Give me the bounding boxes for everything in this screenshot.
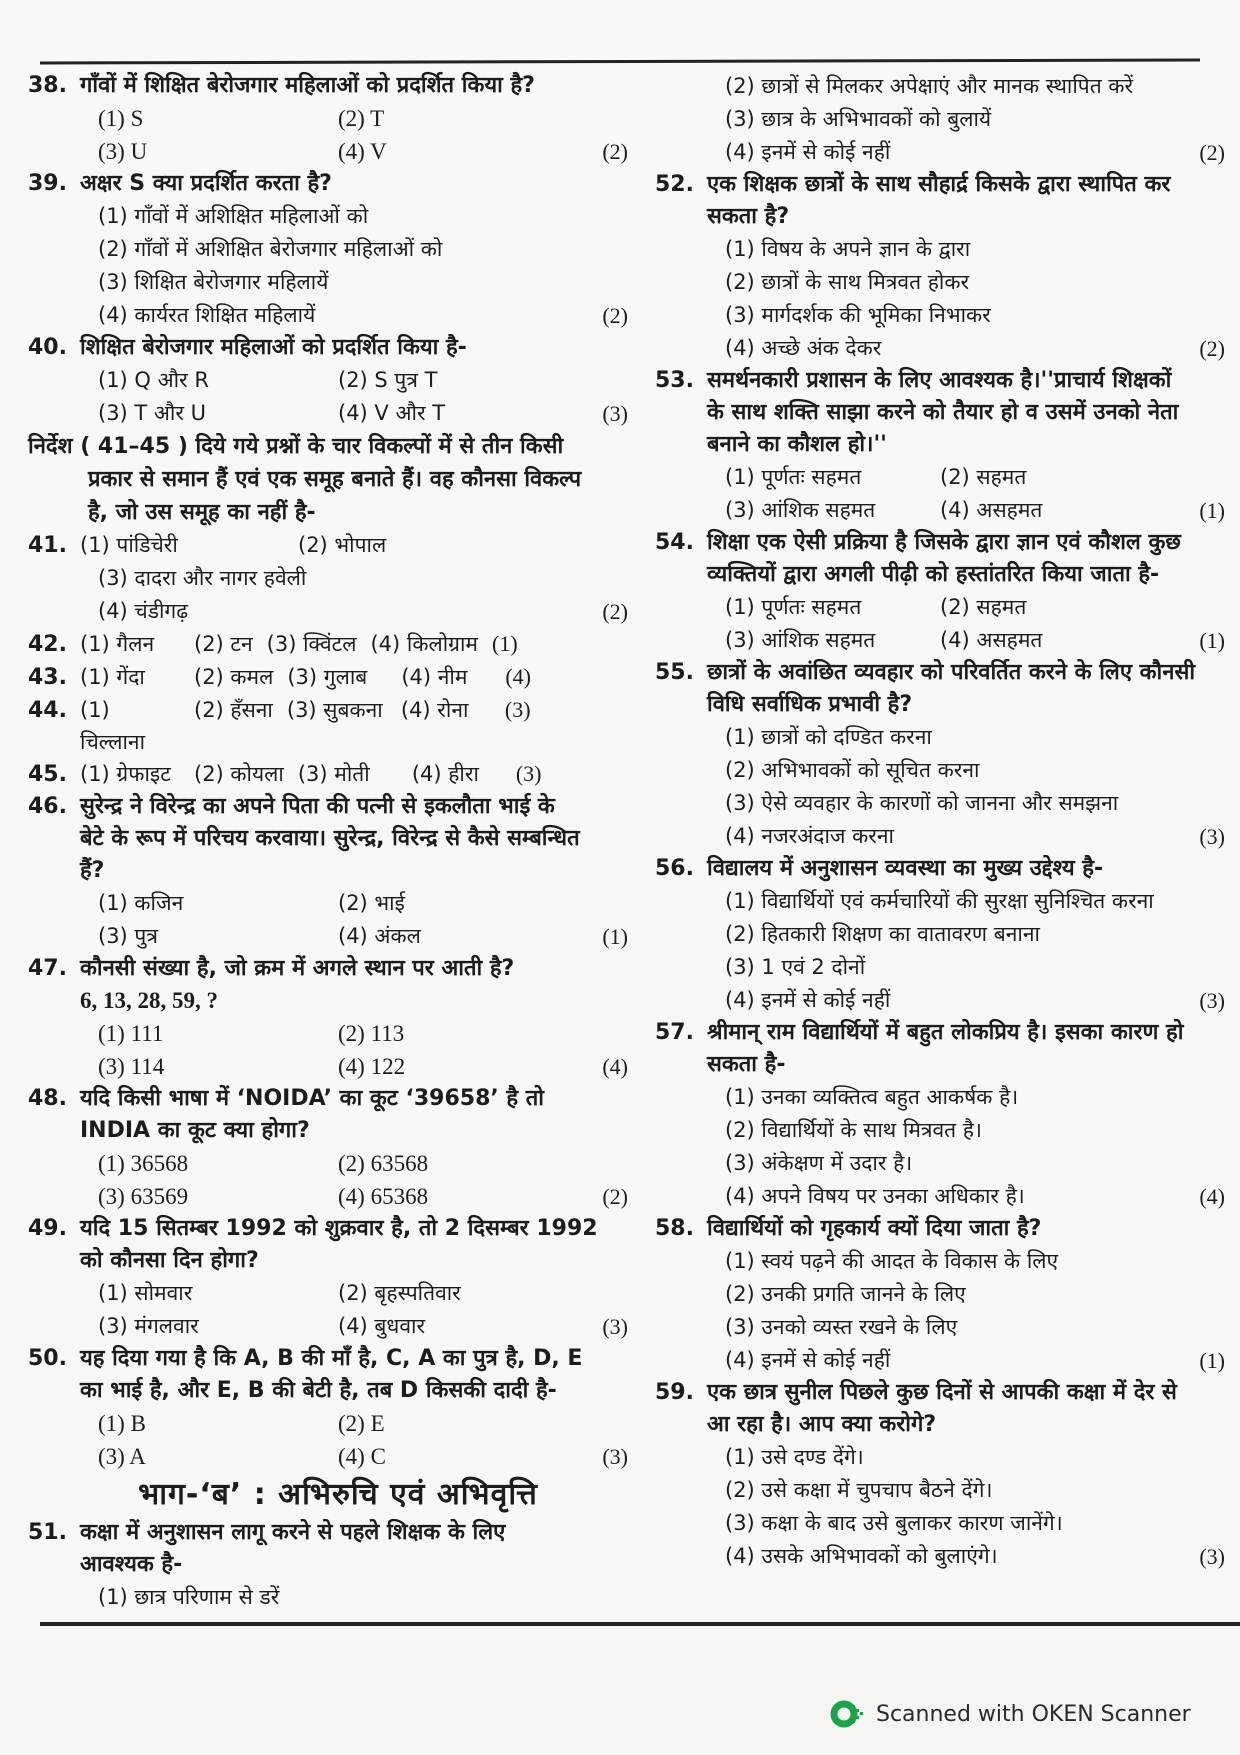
question-text: कौनसी संख्या है, जो क्रम में अगले स्थान पर आती है? — [80, 956, 515, 981]
option-2: (2) सहमत — [940, 465, 1027, 489]
answer: (3) — [515, 761, 542, 786]
option-3: (3) मंगलवार — [98, 1314, 199, 1338]
option-2: (2) विद्यार्थियों के साथ मित्रवत है। — [725, 1118, 982, 1142]
answer: (1) — [1199, 1348, 1225, 1373]
option-2: (2) T — [338, 106, 385, 131]
option-3: (3) आंशिक सहमत — [725, 498, 876, 522]
option-3: (3) गुलाब — [287, 665, 368, 689]
question-38 — [28, 70, 628, 168]
question-51-continued — [655, 70, 1225, 169]
left-column — [28, 70, 628, 1614]
question-48 — [28, 1083, 628, 1213]
number-series: 6, 13, 28, 59, ? — [80, 988, 218, 1013]
option-1: (1) Q और R — [98, 368, 209, 392]
answer: (3) — [602, 401, 628, 426]
question-41 — [28, 529, 628, 628]
option-3: (3) आंशिक सहमत — [725, 628, 876, 652]
option-4: (4) अपने विषय पर उनका अधिकार है। — [725, 1184, 1025, 1208]
question-text: छात्रों के अवांछित व्यवहार को परिवर्तित करने के लिए कौनसी — [707, 660, 1196, 685]
question-number: 45. — [28, 762, 67, 787]
question-number: 38. — [28, 73, 67, 98]
option-2: (2) E — [338, 1411, 385, 1436]
option-2: (2) हितकारी शिक्षण का वातावरण बनाना — [725, 922, 1040, 946]
option-1: (1) स्वयं पढ़ने की आदत के विकास के लिए — [725, 1249, 1059, 1273]
oken-scanner-logo-icon — [830, 1697, 864, 1731]
directive-line: प्रकार से समान हैं एवं एक समूह बनाते हैं। वह कौनसा विकल्प — [88, 467, 582, 492]
answer: (4) — [505, 664, 532, 689]
option-4: (4) V और T — [338, 401, 446, 425]
option-2: (2) भोपाल — [298, 533, 387, 557]
question-45 — [28, 758, 628, 791]
question-number: 51. — [28, 1520, 67, 1545]
question-56 — [655, 853, 1225, 1017]
option-2: (2) टन — [194, 632, 253, 656]
question-text: व्यक्तियों द्वारा अगली पीढ़ी को हस्तांतरित किया जाता है- — [707, 562, 1160, 587]
option-3: (3) दादरा और नागर हवेली — [98, 566, 307, 590]
option-3: (3) शिक्षित बेरोजगार महिलायें — [98, 270, 329, 294]
option-4: (4) असहमत — [940, 498, 1043, 522]
option-1: (1) गाँवों में अशिक्षित महिलाओं को — [98, 204, 369, 228]
option-2: (2) अभिभावकों को सूचित करना — [725, 758, 980, 782]
option-4: (4) C — [338, 1444, 386, 1469]
option-3: (3) 1 एवं 2 दोनों — [725, 955, 866, 979]
option-2: (2) सहमत — [940, 595, 1027, 619]
bottom-rule — [40, 1622, 1240, 1626]
option-4: (4) नजरअंदाज करना — [725, 824, 894, 848]
question-text: गाँवों में शिक्षित बेरोजगार महिलाओं को प्रदर्शित किया है? — [80, 73, 535, 98]
option-3: (3) T और U — [98, 401, 207, 425]
question-number: 41. — [28, 533, 67, 558]
option-3: (3) सुबकना — [286, 698, 383, 722]
question-text: शिक्षा एक ऐसी प्रक्रिया है जिसके द्वारा ज्ञान एवं कौशल कुछ — [707, 530, 1181, 555]
question-53 — [655, 365, 1225, 527]
question-text: के साथ शक्ति साझा करने को तैयार हो व उसमें उनको नेता — [707, 400, 1179, 425]
option-2: (2) गाँवों में अशिक्षित बेरोजगार महिलाओं को — [98, 237, 443, 261]
question-text: यदि किसी भाषा में ‘NOIDA’ का कूट ‘39658’ है तो — [80, 1086, 545, 1111]
option-2: (2) उनकी प्रगति जानने के लिए — [725, 1282, 966, 1306]
option-2: (2) उसे कक्षा में चुपचाप बैठने देंगे। — [725, 1478, 993, 1502]
answer: (4) — [602, 1054, 628, 1079]
answer: (2) — [1199, 140, 1225, 165]
question-number: 47. — [28, 956, 67, 981]
question-number: 43. — [28, 665, 67, 690]
question-number: 58. — [655, 1216, 694, 1241]
question-number: 44. — [28, 698, 67, 723]
option-4: (4) हीरा — [411, 762, 479, 786]
question-number: 55. — [655, 660, 694, 685]
directive-line: निर्देश ( 41–45 ) दिये गये प्रश्नों के चार विकल्पों में से तीन किसी — [28, 434, 564, 459]
answer: (3) — [602, 1444, 628, 1469]
question-52 — [655, 169, 1225, 365]
answer: (1) — [602, 924, 628, 949]
question-47 — [28, 953, 628, 1083]
answer: (3) — [602, 1314, 628, 1339]
option-4: (4) 65368 — [338, 1184, 429, 1209]
option-1: (1) S — [98, 106, 144, 131]
question-number: 49. — [28, 1216, 67, 1241]
option-1: (1) विद्यार्थियों एवं कर्मचारियों की सुरक्षा सुनिश्चित करना — [725, 889, 1154, 913]
question-text: यदि 15 सितम्बर 1992 को शुक्रवार है, तो 2 दिसम्बर 1992 — [80, 1216, 598, 1241]
option-4: (4) रोना — [400, 698, 469, 722]
question-text: आवश्यक है- — [80, 1552, 183, 1577]
question-54 — [655, 527, 1225, 657]
question-text: यह दिया गया है कि A, B की माँ है, C, A का पुत्र है, D, E — [80, 1346, 583, 1371]
answer: (3) — [1199, 1544, 1225, 1569]
option-4: (4) इनमें से कोई नहीं — [725, 988, 891, 1012]
option-2: (2) भाई — [338, 891, 405, 915]
question-55 — [655, 657, 1225, 853]
option-3: (3) U — [98, 139, 148, 164]
question-number: 48. — [28, 1086, 67, 1111]
option-1: (1) पूर्णतः सहमत — [725, 595, 862, 619]
question-number: 56. — [655, 856, 694, 881]
question-text: आ रहा है। आप क्या करोगे? — [707, 1412, 937, 1437]
question-58 — [655, 1213, 1225, 1377]
option-2: (2) S पुत्र T — [338, 368, 438, 392]
question-42 — [28, 628, 628, 661]
option-4: (4) अंकल — [338, 924, 421, 948]
option-4: (4) असहमत — [940, 628, 1043, 652]
option-1: (1) गेंदा — [80, 665, 145, 689]
question-57 — [655, 1017, 1225, 1213]
option-3: (3) छात्र के अभिभावकों को बुलायें — [725, 107, 992, 131]
option-2: (2) छात्रों के साथ मित्रवत होकर — [725, 270, 970, 294]
question-number: 46. — [28, 794, 67, 819]
watermark-text: Scanned with OKEN Scanner — [876, 1701, 1191, 1727]
question-number: 53. — [655, 368, 694, 393]
option-3: (3) 114 — [98, 1054, 165, 1079]
question-number: 57. — [655, 1020, 694, 1045]
question-50 — [28, 1343, 628, 1473]
question-number: 50. — [28, 1346, 67, 1371]
question-text: INDIA का कूट क्या होगा? — [80, 1118, 310, 1143]
option-1: (1) कजिन — [98, 891, 184, 915]
answer: (1) — [1199, 498, 1225, 523]
top-rule — [40, 58, 1200, 64]
answer: (4) — [1199, 1184, 1225, 1209]
option-4: (4) उसके अभिभावकों को बुलाएंगे। — [725, 1544, 998, 1568]
directive-41-45 — [28, 430, 628, 529]
option-4: (4) बुधवार — [338, 1314, 426, 1338]
option-1: (1) सोमवार — [98, 1281, 193, 1305]
option-1: (1) 36568 — [98, 1151, 189, 1176]
answer: (1) — [1199, 628, 1225, 653]
scanner-watermark — [830, 1697, 1191, 1731]
option-3: (3) पुत्र — [98, 924, 158, 948]
option-4: (4) इनमें से कोई नहीं — [725, 140, 891, 164]
option-1: (1) छात्र परिणाम से डरें — [98, 1585, 280, 1609]
question-text: को कौनसा दिन होगा? — [80, 1248, 259, 1273]
option-3: (3) क्विंटल — [266, 632, 357, 656]
question-text: हैं? — [80, 858, 105, 883]
question-text: सुरेन्द्र ने विरेन्द्र का अपने पिता की पत्नी से इकलौता भाई के — [80, 794, 555, 819]
option-4: (4) चंडीगढ़ — [98, 599, 189, 623]
option-2: (2) हँसना — [194, 698, 273, 722]
option-3: (3) कक्षा के बाद उसे बुलाकर कारण जानेंगे। — [725, 1511, 1063, 1535]
question-number: 39. — [28, 171, 67, 196]
option-3: (3) उनको व्यस्त रखने के लिए — [725, 1315, 958, 1339]
option-3: (3) अंकेक्षण में उदार है। — [725, 1151, 913, 1175]
option-3: (3) मार्गदर्शक की भूमिका निभाकर — [725, 303, 991, 327]
question-46 — [28, 791, 628, 953]
option-2: (2) कोयला — [194, 762, 284, 786]
option-4: (4) कार्यरत शिक्षित महिलायें — [98, 303, 316, 327]
option-1: (1) पांडिचेरी — [80, 533, 178, 557]
answer: (1) — [492, 631, 518, 656]
option-1: (1) 111 — [98, 1021, 164, 1046]
question-text: सकता है- — [707, 1052, 786, 1077]
question-text: विधि सर्वाधिक प्रभावी है? — [707, 692, 913, 717]
option-1: (1) चिल्लाना — [80, 698, 146, 754]
answer: (2) — [602, 1184, 628, 1209]
option-1: (1) B — [98, 1411, 146, 1436]
question-40 — [28, 332, 628, 430]
question-text: समर्थनकारी प्रशासन के लिए आवश्यक है।''प्राचार्य शिक्षकों — [707, 368, 1172, 393]
question-text: विद्यालय में अनुशासन व्यवस्था का मुख्य उद्देश्य है- — [707, 856, 1104, 881]
question-49 — [28, 1213, 628, 1343]
answer: (2) — [602, 599, 628, 624]
option-2: (2) कमल — [194, 665, 274, 689]
answer: (3) — [1199, 824, 1225, 849]
question-text: बनाने का कौशल हो।'' — [707, 432, 887, 457]
question-number: 40. — [28, 335, 67, 360]
section-heading: भाग-‘ब’ : अभिरुचि एवं अभिवृत्ति — [138, 1477, 538, 1512]
question-number: 59. — [655, 1380, 694, 1405]
option-3: (3) A — [98, 1444, 146, 1469]
option-4: (4) V — [338, 139, 387, 164]
option-3: (3) ऐसे व्यवहार के कारणों को जानना और समझना — [725, 791, 1119, 815]
option-4: (4) अच्छे अंक देकर — [725, 336, 882, 360]
option-4: (4) किलोग्राम — [370, 632, 478, 656]
option-3: (3) 63569 — [98, 1184, 189, 1209]
option-1: (1) विषय के अपने ज्ञान के द्वारा — [725, 237, 971, 261]
right-column — [655, 70, 1225, 1573]
question-text: कक्षा में अनुशासन लागू करने से पहले शिक्षक के लिए — [80, 1520, 506, 1545]
option-2: (2) 113 — [338, 1021, 405, 1046]
question-number: 54. — [655, 530, 694, 555]
question-text: बेटे के रूप में परिचय करवाया। सुरेन्द्र, विरेन्द्र से कैसे सम्बन्धित — [80, 826, 580, 851]
directive-line: है, जो उस समूह का नहीं है- — [88, 500, 316, 525]
option-4: (4) इनमें से कोई नहीं — [725, 1348, 891, 1372]
question-number: 52. — [655, 172, 694, 197]
question-text: शिक्षित बेरोजगार महिलाओं को प्रदर्शित किया है- — [80, 335, 467, 360]
option-1: (1) उनका व्यक्तित्व बहुत आकर्षक है। — [725, 1085, 1019, 1109]
question-text: सकता है? — [707, 204, 790, 229]
answer: (2) — [1199, 336, 1225, 361]
question-text: विद्यार्थियों को गृहकार्य क्यों दिया जाता है? — [707, 1216, 1042, 1241]
option-1: (1) उसे दण्ड देंगे। — [725, 1445, 864, 1469]
option-1: (1) गैलन — [80, 632, 155, 656]
option-3: (3) मोती — [297, 762, 370, 786]
question-number: 42. — [28, 632, 67, 657]
option-1: (1) ग्रेफाइट — [80, 762, 171, 786]
question-text: श्रीमान् राम विद्यार्थियों में बहुत लोकप्रिय है। इसका कारण हो — [707, 1020, 1184, 1045]
question-39 — [28, 168, 628, 332]
option-2: (2) 63568 — [338, 1151, 429, 1176]
question-51 — [28, 1517, 628, 1614]
option-1: (1) पूर्णतः सहमत — [725, 465, 862, 489]
option-4: (4) 122 — [338, 1054, 406, 1079]
question-59 — [655, 1377, 1225, 1573]
question-43 — [28, 661, 628, 694]
option-2: (2) बृहस्पतिवार — [338, 1281, 461, 1305]
question-text: का भाई है, और E, B की बेटी है, तब D किसकी दादी है- — [80, 1378, 557, 1403]
answer: (2) — [602, 303, 628, 328]
answer: (2) — [602, 139, 628, 164]
option-4: (4) नीम — [401, 665, 468, 689]
option-1: (1) छात्रों को दण्डित करना — [725, 725, 932, 749]
question-text: अक्षर S क्या प्रदर्शित करता है? — [80, 171, 332, 196]
question-text: एक छात्र सुनील पिछले कुछ दिनों से आपकी कक्षा में देर से — [707, 1380, 1177, 1405]
option-2: (2) छात्रों से मिलकर अपेक्षाएं और मानक स्थापित करें — [725, 74, 1134, 98]
answer: (3) — [1199, 988, 1225, 1013]
question-44 — [28, 694, 628, 758]
answer: (3) — [504, 697, 531, 722]
question-text: एक शिक्षक छात्रों के साथ सौहार्द्र किसके द्वारा स्थापित कर — [707, 172, 1171, 197]
